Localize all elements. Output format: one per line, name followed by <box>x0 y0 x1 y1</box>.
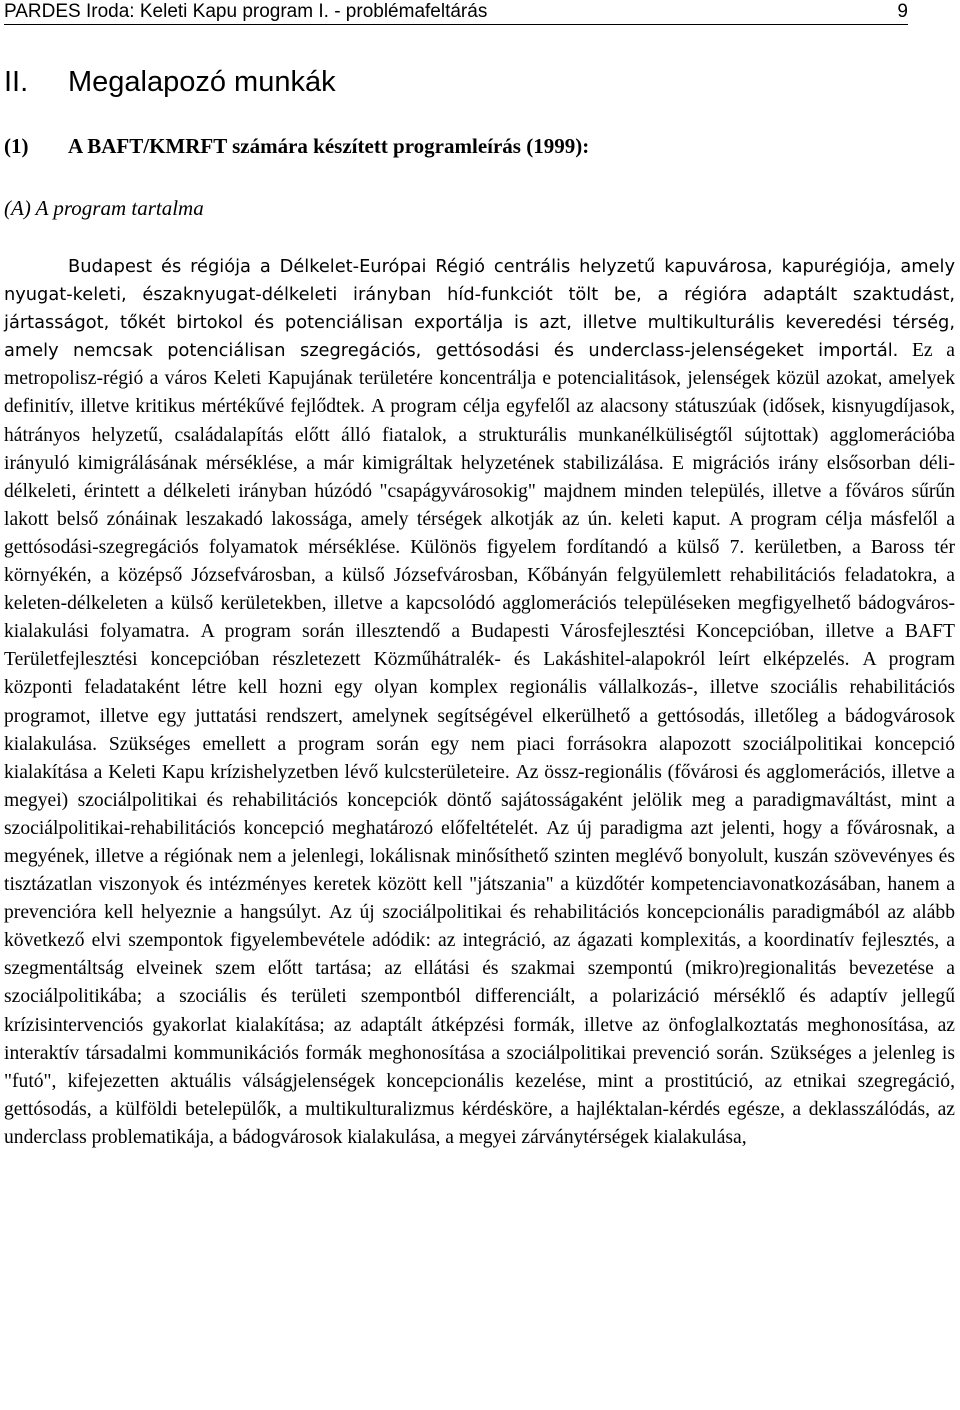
body-sentence: Szükséges emellett a program során egy nem piaci forrásokra alapozott szociálpolitikai koncepció kialakítása a Keleti Kapu krízishelyzetben lévő kulcsterületeire. <box>4 733 955 783</box>
body-sentence: A program célja egyfelől az alacsony státuszúak (idősek, kisnyugdíjasok, hátrányos helyzetű, családalapítás előtt álló fiatalok, a strukturális munkanélküliségtől sújtottak) agglomerációba irányuló kimigrálásának mérséklése, a már kimigráltak helyzetének stabilizálása. <box>4 396 955 474</box>
body-sentence: Különös figyelem fordítandó a külső 7. kerületben, a Baross tér környékén, a középső Józsefvárosban, a külső Józsefvárosban, Kőbányán felgyülemlett rehabilitációs feladatokra, a keleten-délkeleten a külső kerületekben, illetve a kapcsolódó agglomerációs településeken megfigyelhető bádogváros-kialakulási folyamatra. <box>4 536 955 643</box>
running-header <box>4 0 908 25</box>
chapter-number: II. <box>4 66 29 98</box>
body-sentence: Szükséges a jelenleg is "futó", kifejezetten aktuális válságjelenségek koncepcionális kezelése, mint a prostitúció, az etnikai szegregáció, gettósodás, a külföldi betelepülők, a multikulturalizmus kérdésköre, a hajléktalan-kérdés egésze, a deklasszálódás, az underclass problematikája, a bádogvárosok kialakulása, a megyei zárványtérségek kialakulása, <box>4 1042 955 1148</box>
subsection-title: (A) A program tartalma <box>4 196 204 220</box>
body-sentence: Az új szociálpolitikai és rehabilitációs koncepcionális paradigmából az alább következő elvi szempontok figyelembevétele adódik: az integráció, az ágazati komplexitás, a koordinatív fejlesztés, a szegmentáltság elveinek szem előtt tartása; az ellátási és szakmai szempontú (mikro)regionalitás bevezetése a szociálpolitikába; a szociális és területi szempontból differenciált, a polarizáció mérséklő és adaptív jellegű krízisintervenciós gyakorlat kialakítása; az adaptált átképzési formák, illetve az önfoglalkoztatás meghonosítása, az interaktív társadalmi kommunikációs formák meghonosítása a szociálpolitikai prevenció során. <box>4 902 955 1064</box>
body-sentence: A program során illesztendő a Budapesti Városfejlesztési Koncepcióban, illetve a BAFT Területfejlesztési koncepcióban részletezett Közműhátralék- és Lakáshitel-alapokról leírt elképzelés. <box>4 621 955 671</box>
chapter-title: Megalapozó munkák <box>68 66 336 98</box>
body-sentence: Az új paradigma azt jelenti, hogy a fővárosnak, a megyének, illetve a régiónak nem a jelenlegi, lokálisnak minősíthető szinten meglévő bonyolult, kuszán szövevényes és tisztázatlan viszonyok és intézményes keretek között kell "játszania" a küzdőtér kompetenciavonatkozásában, hanem a prevencióra kell helyeznie a hangsúlyt. <box>4 817 955 924</box>
page-number: 9 <box>897 1 908 22</box>
section-number: (1) <box>4 134 29 158</box>
body-sentence: Ez a metropolisz-régió a város Keleti Kapujának területére koncentrálja e potencialitások, jelenségek közül azokat, amelyek definitív, illetve kritikus mértékűvé fejlődtek. <box>4 340 955 418</box>
body-paragraph <box>4 253 955 1152</box>
chapter-heading <box>4 64 336 100</box>
body-sentence: A program központi feladataként létre kell hozni egy olyan komplex regionális vállalkozás-, illetve szociális rehabilitációs programot, illetve egy juttatási rendszert, amelynek segítségével elkerülhető a gettósodás, illetőleg a bádogvárosok kialakulása. <box>4 649 955 755</box>
section-heading <box>4 132 589 160</box>
body-sentence: Budapest és régiója a Délkelet-Európai Régió centrális helyzetű kapuvárosa, kapurégiója, amely nyugat-keleti, északnyugat-délkeleti irányban híd-funkciót tölt be, a régióra adaptált szaktudást, jártasságot, tőkét birtokol és potenciálisan exportálja is azt, illetve multikulturális keveredési térség, amely nemcsak potenciálisan szegregációs, gettósodási és underclass-jelenségeket importál. <box>4 256 955 362</box>
body-sentence: A program célja másfelől a gettósodási-szegregációs folyamatok mérséklése. <box>4 508 956 558</box>
body-sentence: E migrációs irány elsősorban déli-délkeleti, érintett a délkeleti irányban húzódó "csapágyvárosokig" majdnem minden település, illetve a főváros sűrűn lakott belső zónáinak leszakadó lakossága, amely térségek alkotják az ún. keleti kaput. <box>4 452 955 530</box>
section-title: A BAFT/KMRFT számára készített programleírás (1999): <box>68 134 590 158</box>
body-sentence: Az össz-regionális (fővárosi és agglomerációs, illetve a megyei) szociálpolitikai és rehabilitációs koncepciók döntő sajátosságaként jelölik meg a paradigmaváltást, mint a szociálpolitikai-rehabilitációs koncepció meghatározó előfeltételét. <box>4 761 956 839</box>
subsection-heading <box>4 194 204 222</box>
header-title: PARDES Iroda: Keleti Kapu program I. - problémafeltárás <box>4 1 488 22</box>
